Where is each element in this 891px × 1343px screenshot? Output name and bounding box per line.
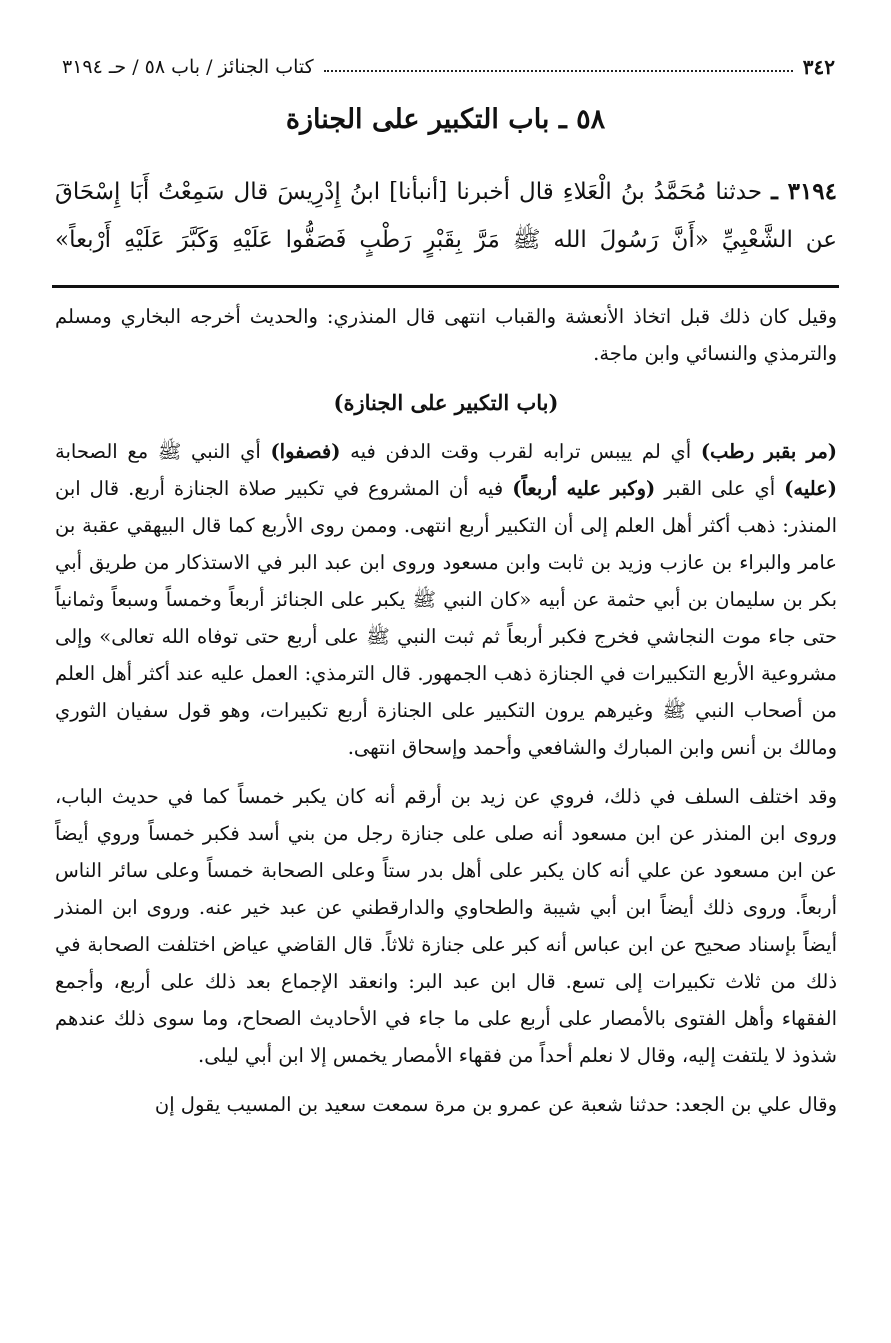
quoted-phrase: (وكبر عليه أربعاً)	[512, 477, 656, 500]
commentary-paragraph-4: وقال علي بن الجعد: حدثنا شعبة عن عمرو بن مرة سمعت سعيد بن المسيب يقول إن	[154, 1093, 837, 1116]
commentary-paragraph-1: وقيل كان ذلك قبل اتخاذ الأنعشة والقباب انتهى قال المنذري: والحديث أخرجه البخاري ومسلم والترمذي والنسائي وابن ماجة.	[55, 305, 837, 365]
commentary-section	[55, 298, 837, 1135]
hadith-number: ٣١٩٤ ـ	[771, 178, 838, 205]
commentary-text: فيه أن المشروع في تكبير صلاة الجنازة أربع. قال ابن المنذر: ذهب أكثر أهل العلم إلى أن التكبير أربع انتهى. وممن روى الأربع كما قال البيهقي عقبة بن عامر والبراء بن عازب وزيد بن ثابت وابن مسعود وروى ابن عبد البر في الاستذكار من طريق أبي بكر بن سليمان بن أبي حثمة عن أبيه «كان النبي ﷺ يكبر على الجنائز أربعاً وخمساً وسبعاً وثمانياً حتى جاء موت النجاشي فخرج فكبر أربعاً ثم ثبت النبي ﷺ على أربع حتى توفاه الله تعالى» وإلى مشروعية الأربع التكبيرات في الجنازة ذهب الجمهور. قال الترمذي: العمل عليه عند أكثر أهل العلم من أصحاب النبي ﷺ وغيرهم يرون التكبير على الجنازة أربع تكبيرات، وهو قول سفيان الثوري ومالك بن أنس وابن المبارك والشافعي وأحمد وإسحاق انتهى.	[55, 477, 837, 759]
running-header	[62, 50, 835, 84]
commentary-text: أي على القبر	[655, 477, 785, 500]
header-dotted-leader	[324, 70, 793, 72]
commentary-text: أي لم ييبس ترابه لقرب وقت الدفن فيه	[340, 440, 701, 463]
chapter-title: ٥٨ ـ باب التكبير على الجنازة	[285, 104, 606, 135]
page-number: ٣٤٢	[802, 55, 835, 79]
quoted-phrase: (فصفوا)	[270, 440, 341, 463]
commentary-subheading: (باب التكبير على الجنازة)	[333, 390, 559, 415]
commentary-paragraph-2	[55, 433, 837, 766]
hadith-body: حدثنا مُحَمَّدُ بنُ الْعَلاءِ قال أخبرنا [أنبأنا] ابنُ إِدْرِيسَ قال سَمِعْتُ أَبَا إِسْحَاقَ عن الشَّعْبِيِّ «أَنَّ رَسُولَ الله ﷺ مَرَّ بِقَبْرٍ رَطْبٍ فَصَفُّوا عَلَيْهِ وَكَبَّرَ عَلَيْهِ أَرْبعاً»	[55, 179, 837, 253]
quoted-phrase: (عليه)	[784, 477, 838, 500]
commentary-text: أي النبي ﷺ مع الصحابة	[55, 440, 271, 463]
commentary-paragraph-3: وقد اختلف السلف في ذلك، فروي عن زيد بن أرقم أنه كان يكبر خمساً كما في حديث الباب، وروى ابن المنذر عن ابن مسعود أنه صلى على جنازة رجل من بني أسد فكبر خمساً وروي أيضاً عن ابن مسعود عن علي أنه كان يكبر على أهل بدر ستاً وعلى الصحابة خمساً وعلى سائر الناس أربعاً. وروى ذلك أيضاً ابن أبي شيبة والطحاوي والدارقطني عن عبد خير عنه. وروى ابن المنذر أيضاً بإسناد صحيح عن ابن عباس أنه كبر على جنازة ثلاثاً. قال القاضي عياض اختلفت الصحابة في ذلك من ثلاث تكبيرات إلى تسع. قال ابن عبد البر: وانعقد الإجماع بعد ذلك على أربع، وأجمع الفقهاء وأهل الفتوى بالأمصار على أربع على ما جاء في الأحاديث الصحاح، وما سوى ذلك عندهم شذوذ لا يلتفت إليه، وقال لا نعلم أحداً من فقهاء الأمصار يخمس إلا ابن أبي ليلى.	[55, 785, 837, 1067]
separator-rule	[52, 285, 839, 288]
quoted-phrase: (مر بقبر رطب)	[700, 440, 837, 463]
running-title: كتاب الجنائز / باب ٥٨ / حـ ٣١٩٤	[62, 56, 314, 78]
hadith-text	[55, 168, 837, 264]
